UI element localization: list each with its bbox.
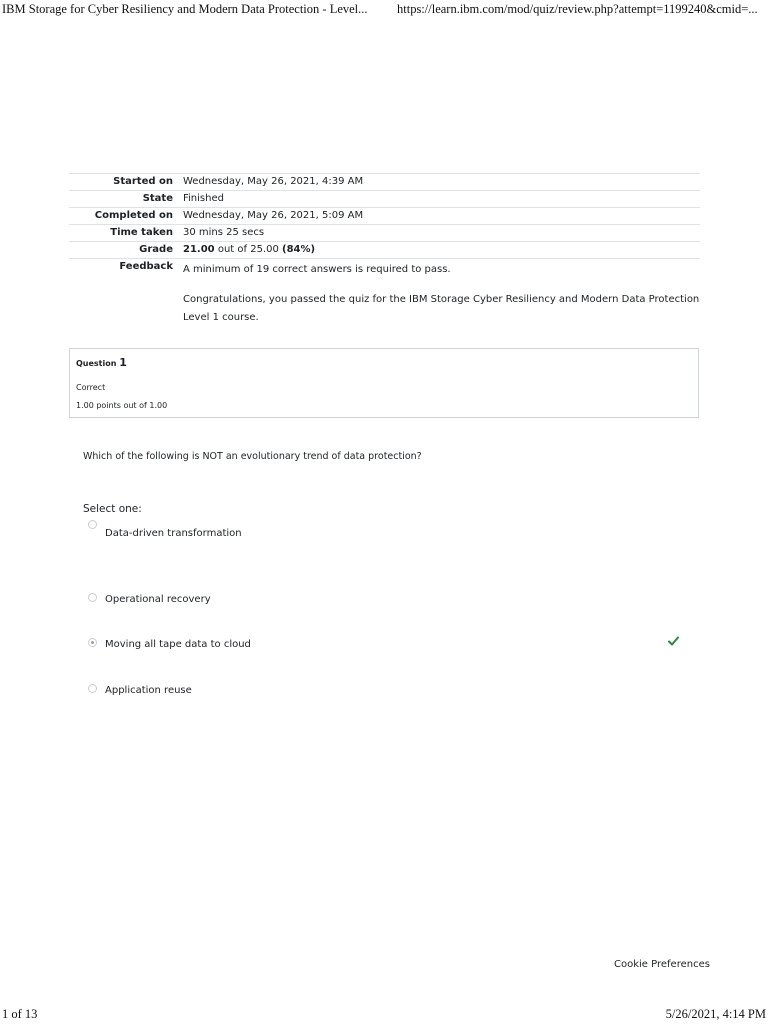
summary-value: 30 mins 25 secs [183, 225, 700, 242]
summary-row-time-taken [69, 225, 700, 242]
print-footer [0, 1007, 768, 1023]
feedback-line-1: A minimum of 19 correct answers is required to pass. [183, 264, 451, 275]
summary-row-feedback [69, 259, 700, 330]
summary-row-completed [69, 208, 700, 225]
grade-out-of: out of 25.00 [217, 244, 279, 255]
feedback-text [183, 259, 700, 330]
summary-row-started [69, 174, 700, 191]
quiz-summary-table [69, 173, 700, 329]
cookie-preferences-link[interactable]: Cookie Preferences [614, 959, 710, 970]
page-title: IBM Storage for Cyber Resiliency and Modern Data Protection - Level... [2, 2, 368, 16]
summary-label: Completed on [69, 208, 183, 225]
summary-row-grade [69, 242, 700, 259]
grade-score: 21.00 [183, 244, 215, 255]
question-state: Correct [76, 383, 106, 392]
print-datetime: 5/26/2021, 4:14 PM [665, 1007, 766, 1021]
answer-option-label: Data-driven transformation [105, 528, 242, 539]
answer-option-label: Operational recovery [105, 594, 211, 605]
question-grade: 1.00 points out of 1.00 [76, 401, 168, 410]
page-url[interactable]: https://learn.ibm.com/mod/quiz/review.php?attempt=1199240&cmid=... [397, 2, 758, 16]
feedback-line-2: Congratulations, you passed the quiz for the IBM Storage Cyber Resiliency and Modern Data Protection Level 1 course. [183, 294, 700, 323]
check-icon [668, 636, 679, 646]
radio-button-selected[interactable] [88, 638, 97, 647]
summary-value: Wednesday, May 26, 2021, 4:39 AM [183, 174, 700, 191]
summary-label: Started on [69, 174, 183, 191]
radio-button[interactable] [88, 684, 97, 693]
summary-label: Grade [69, 242, 183, 259]
question-info-box [69, 348, 699, 418]
select-one-prompt: Select one: [83, 503, 142, 515]
summary-label: State [69, 191, 183, 208]
question-text: Which of the following is NOT an evolutionary trend of data protection? [83, 451, 422, 462]
summary-value: Finished [183, 191, 700, 208]
radio-button[interactable] [88, 520, 97, 529]
summary-label: Feedback [69, 259, 183, 330]
summary-label: Time taken [69, 225, 183, 242]
radio-button[interactable] [88, 593, 97, 602]
page-count: 1 of 13 [2, 1007, 38, 1021]
answer-option-label: Moving all tape data to cloud [105, 639, 251, 650]
summary-value [183, 242, 700, 259]
grade-percent: (84%) [282, 244, 316, 255]
print-header [0, 0, 768, 20]
summary-row-state [69, 191, 700, 208]
answer-option-label: Application reuse [105, 685, 192, 696]
question-number: Question 1 [76, 356, 127, 369]
summary-value: Wednesday, May 26, 2021, 5:09 AM [183, 208, 700, 225]
